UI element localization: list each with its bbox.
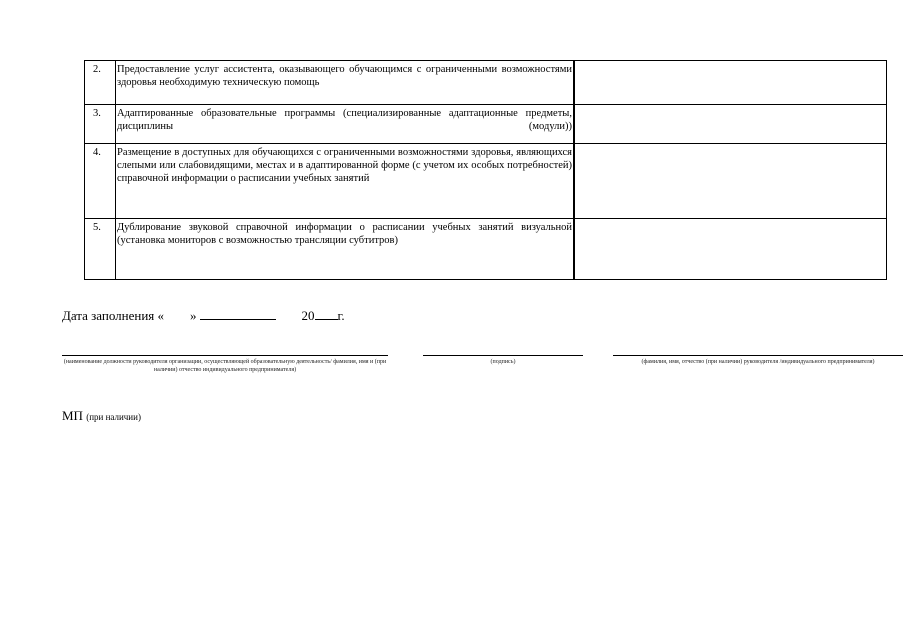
name-signature-line[interactable] (613, 355, 903, 356)
row-value-cell[interactable] (574, 144, 887, 219)
signature-caption: (подпись) (490, 359, 516, 365)
year-prefix: 20 (301, 308, 315, 323)
stamp-placeholder (62, 408, 141, 424)
services-table (84, 60, 887, 280)
year-field[interactable] (315, 307, 338, 320)
row-number: 3. (85, 105, 116, 144)
row-value-cell[interactable] (574, 219, 887, 280)
year-suffix: г. (337, 308, 345, 323)
table-row (85, 219, 887, 280)
row-description: Дублирование звуковой справочной информации о расписании учебных занятий визуальной (установка мониторов с возможностью трансляции субтитров) (116, 219, 575, 280)
row-number: 2. (85, 61, 116, 105)
month-field[interactable] (200, 307, 276, 320)
table-row (85, 61, 887, 105)
row-description: Адаптированные образовательные программы (специализированные адаптационные предметы, дисциплины (модули)) (116, 105, 575, 144)
name-caption: (фамилия, имя, отчество (при наличии) руководителя /индивидуального предпринимателя) (641, 359, 875, 365)
fill-date (62, 307, 345, 324)
table-row (85, 105, 887, 144)
stamp-label: МП (62, 408, 83, 423)
stamp-note: (при наличии) (86, 412, 141, 422)
row-value-cell[interactable] (574, 61, 887, 105)
table-row (85, 144, 887, 219)
fill-date-close-quote: » (190, 308, 197, 323)
row-description: Предоставление услуг ассистента, оказывающего обучающимся с ограниченными возможностями здоровья необходимую техническую помощь (116, 61, 575, 105)
position-signature-line[interactable] (62, 355, 388, 356)
fill-date-label: Дата заполнения « (62, 308, 165, 323)
row-number: 5. (85, 219, 116, 280)
row-description: Размещение в доступных для обучающихся с ограниченными возможностями здоровья, являющихся слепыми или слабовидящими, местах и в адаптированной форме (с учетом их особых потребностей) справочной информации о расписании учебных занятий (116, 144, 575, 219)
position-caption: (наименование должности руководителя организации, осуществляющей образовательную деятельность/ фамилия, имя и (при наличии) отчество индивидуального предпринимателя) (63, 359, 387, 373)
row-value-cell[interactable] (574, 105, 887, 144)
signature-line[interactable] (423, 355, 583, 356)
row-number: 4. (85, 144, 116, 219)
